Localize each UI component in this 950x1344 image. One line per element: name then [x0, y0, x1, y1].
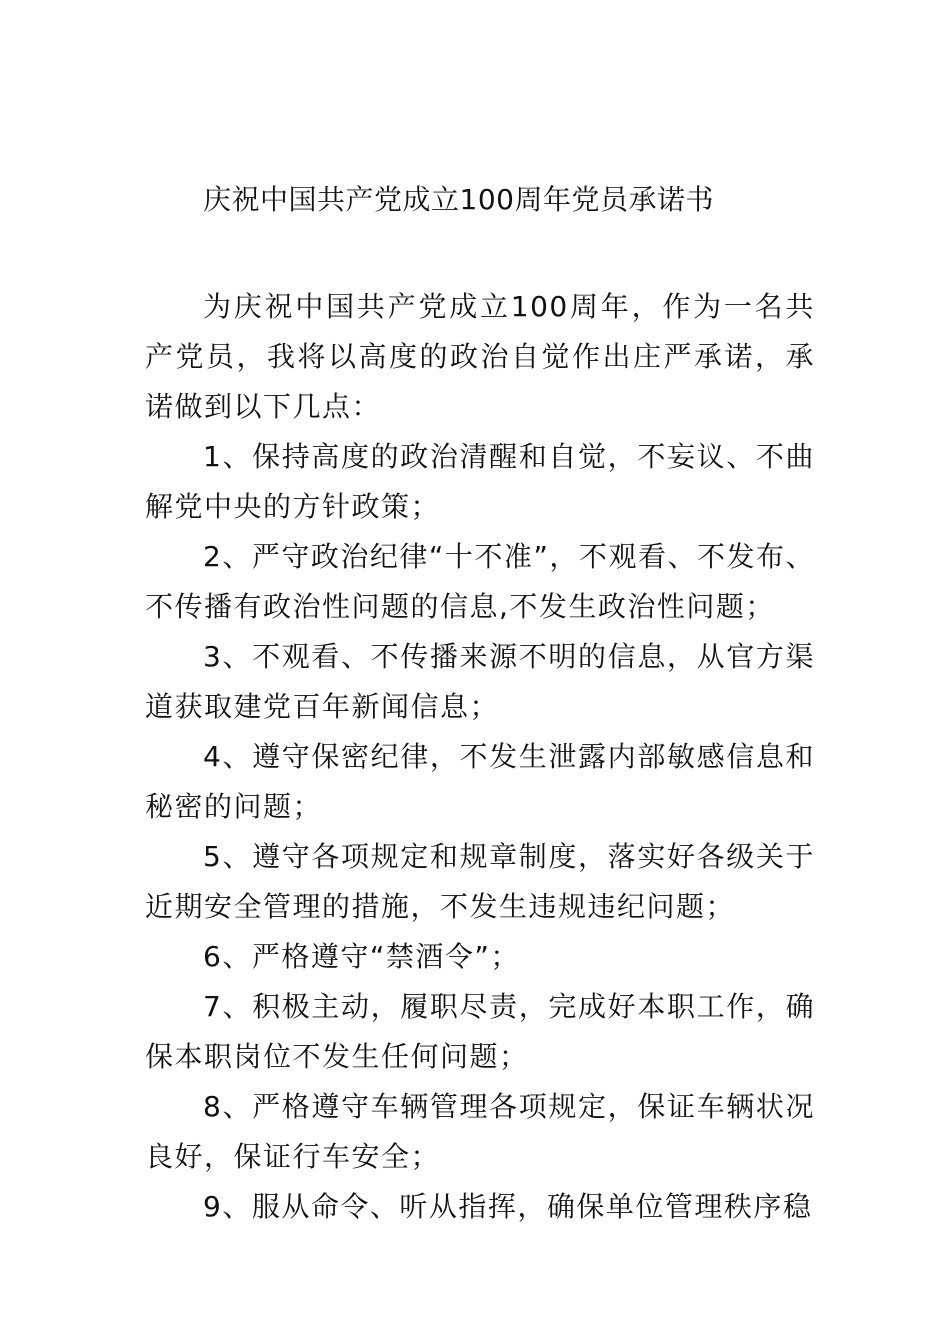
document-body	[145, 282, 815, 1232]
commitment-item-6: 6、严格遵守“禁酒令”；	[203, 940, 520, 973]
commitment-item-7: 7、积极主动，履职尽责，完成好本职工作，确保本职岗位不发生任何问题；	[145, 990, 815, 1073]
intro-paragraph: 为庆祝中国共产党成立100周年，作为一名共产党员，我将以高度的政治自觉作出庄严承诺，承诺做到以下几点：	[145, 290, 815, 423]
commitment-item-8: 8、严格遵守车辆管理各项规定，保证车辆状况良好，保证行车安全；	[145, 1090, 815, 1173]
commitment-item-5: 5、遵守各项规定和规章制度，落实好各级关于近期安全管理的措施，不发生违规违纪问题；	[145, 840, 815, 923]
document-title: 庆祝中国共产党成立100周年党员承诺书	[203, 183, 714, 216]
commitment-item-3: 3、不观看、不传播来源不明的信息，从官方渠道获取建党百年新闻信息；	[145, 640, 815, 723]
commitment-item-4: 4、遵守保密纪律，不发生泄露内部敏感信息和秘密的问题；	[145, 740, 815, 823]
commitment-item-2: 2、严守政治纪律“十不准”，不观看、不发布、不传播有政治性问题的信息,不发生政治性问题；	[145, 540, 815, 623]
commitment-item-9: 9、服从命令、听从指挥，确保单位管理秩序稳	[203, 1190, 813, 1223]
commitment-item-1: 1、保持高度的政治清醒和自觉，不妄议、不曲解党中央的方针政策；	[145, 440, 815, 523]
